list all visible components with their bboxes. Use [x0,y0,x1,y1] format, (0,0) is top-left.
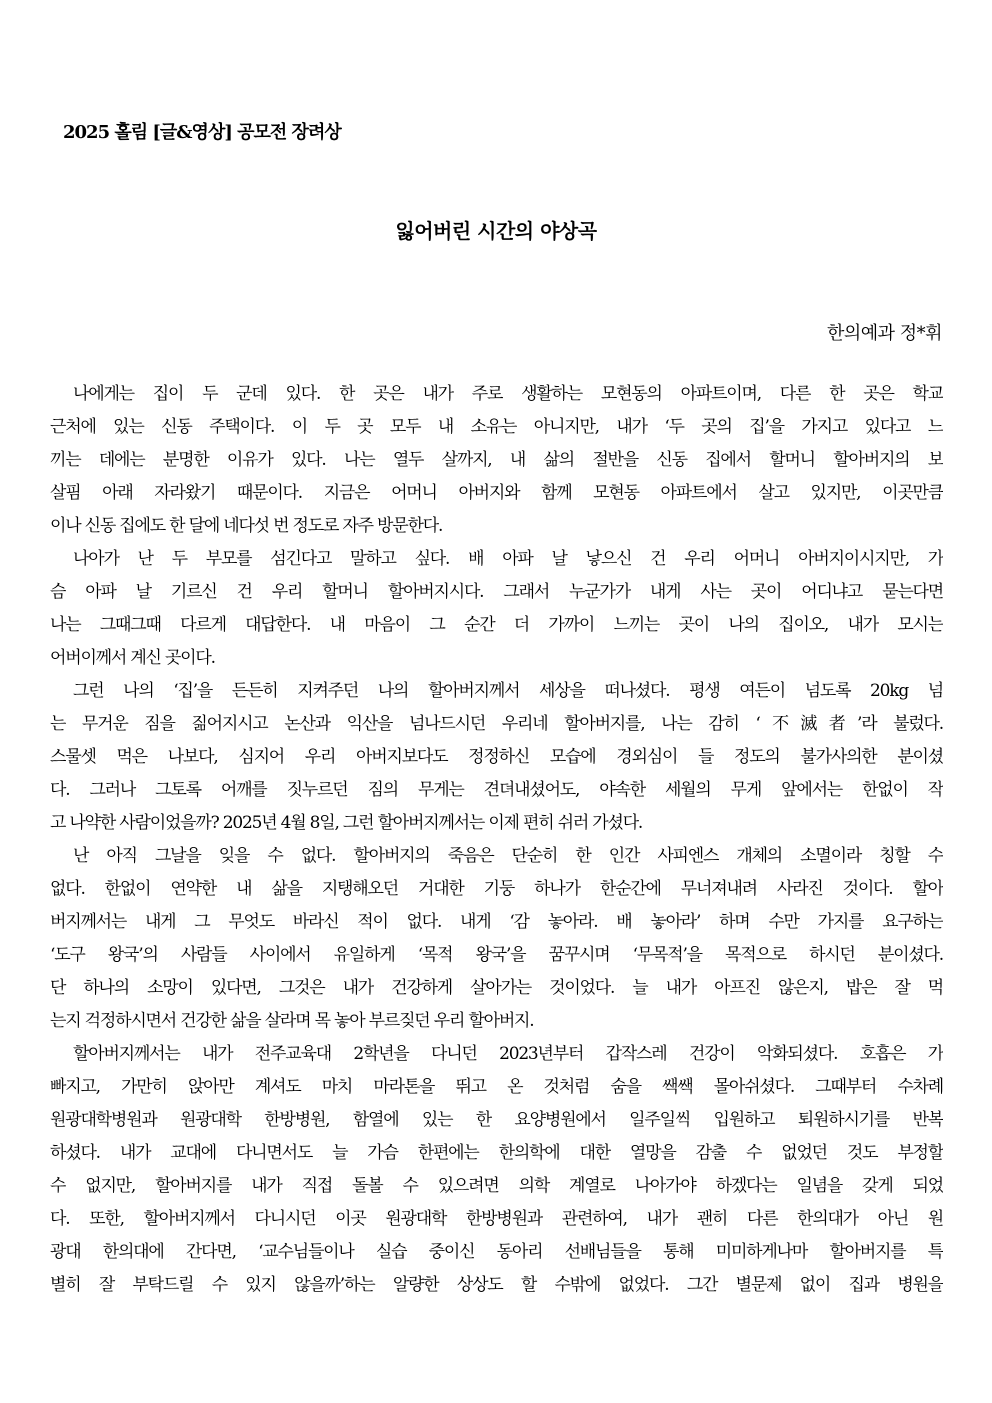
paragraph-5-line-3: 원광대학병원과 원광대학 한방병원, 함열에 있는 한 요양병원에서 일주일씩 입원하고 퇴원하시기를 반복 [50,1110,943,1130]
paragraph-4-line-5: 단 하나의 소망이 있다면, 그것은 내가 건강하게 살아가는 것이었다. 늘 내가 아프진 않은지, 밥은 잘 먹 [50,978,943,998]
paragraph-1-line-1: 나에게는 집이 두 군데 있다. 한 곳은 내가 주로 생활하는 모현동의 아파트이며, 다른 한 곳은 학교 [73,384,943,404]
paragraph-4-line-3: 버지께서는 내게 그 무엇도 바라신 적이 없다. 내게 ‘감 놓아라. 배 놓아라’ 하며 수만 가지를 요구하는 [50,912,943,932]
paragraph-4-line-2: 없다. 한없이 연약한 내 삶을 지탱해오던 거대한 기둥 하나가 한순간에 무너져내려 사라진 것이다. 할아 [50,879,943,899]
paragraph-5-line-4: 하셨다. 내가 교대에 다니면서도 늘 가슴 한편에는 한의학에 대한 열망을 감출 수 없었던 것도 부정할 [50,1143,943,1163]
essay-title: 잃어버린 시간의 야상곡 [395,219,597,243]
paragraph-5-line-1: 할아버지께서는 내가 전주교육대 2학년을 다니던 2023년부터 갑작스레 건강이 악화되셨다. 호흡은 가 [73,1044,943,1064]
paragraph-4-line-6: 는지 걱정하시면서 건강한 삶을 살라며 목 놓아 부르짖던 우리 할아버지. [50,1011,534,1031]
paragraph-3-line-5: 고 나약한 사람이었을까? 2025년 4월 8일, 그런 할아버지께서는 이제 편히 쉬러 가셨다. [50,813,643,833]
essay-body [50,378,943,1302]
paragraph-3-line-3: 스물셋 먹은 나보다, 심지어 우리 아버지보다도 정정하신 모습에 경외심이 들 정도의 불가사의한 분이셨 [50,747,943,767]
paragraph-1-line-2: 근처에 있는 신동 주택이다. 이 두 곳 모두 내 소유는 아니지만, 내가 ‘두 곳의 집’을 가지고 있다고 느 [50,417,943,437]
author-line: 한의예과 정*휘 [826,323,942,344]
paragraph-1-line-5: 이나 신동 집에도 한 달에 네다섯 번 정도로 자주 방문한다. [50,516,443,536]
paragraph-2-line-2: 슴 아파 날 기르신 건 우리 할머니 할아버지시다. 그래서 누군가가 내게 사는 곳이 어디냐고 묻는다면 [50,582,943,602]
paragraph-2-line-4: 어버이께서 계신 곳이다. [50,648,215,668]
paragraph-4-line-1: 난 아직 그날을 잊을 수 없다. 할아버지의 죽음은 단순히 한 인간 사피엔스 개체의 소멸이라 칭할 수 [73,846,943,866]
paragraph-5-line-8: 별히 잘 부탁드릴 수 있지 않을까’하는 알량한 상상도 할 수밖에 없었다. 그간 별문제 없이 집과 병원을 [50,1275,943,1295]
paragraph-3-line-2: 는 무거운 짐을 짊어지시고 논산과 익산을 넘나드시던 우리네 할아버지를, 나는 감히 ‘不滅者’라 불렀다. [50,714,943,734]
paragraph-1-line-4: 살핌 아래 자라왔기 때문이다. 지금은 어머니 아버지와 함께 모현동 아파트에서 살고 있지만, 이곳만큼 [50,483,943,503]
award-heading: 2025 홀림 [글&영상] 공모전 장려상 [63,122,341,143]
paragraph-5-line-6: 다. 또한, 할아버지께서 다니시던 이곳 원광대학 한방병원과 관련하여, 내가 괜히 다른 한의대가 아닌 원 [50,1209,943,1229]
paragraph-5-line-5: 수 없지만, 할아버지를 내가 직접 돌볼 수 있으려면 의학 계열로 나아가야 하겠다는 일념을 갖게 되었 [50,1176,943,1196]
paragraph-2-line-3: 나는 그때그때 다르게 대답한다. 내 마음이 그 순간 더 가까이 느끼는 곳이 나의 집이오, 내가 모시는 [50,615,943,635]
paragraph-1-line-3: 끼는 데에는 분명한 이유가 있다. 나는 열두 살까지, 내 삶의 절반을 신동 집에서 할머니 할아버지의 보 [50,450,943,470]
paragraph-4-line-4: ‘도구 왕국’의 사람들 사이에서 유일하게 ‘목적 왕국’을 꿈꾸시며 ‘무목적’을 목적으로 하시던 분이셨다. [50,945,943,965]
paragraph-3-line-1: 그런 나의 ‘집’을 든든히 지켜주던 나의 할아버지께서 세상을 떠나셨다. 평생 여든이 넘도록 20kg 넘 [73,681,943,701]
paragraph-5-line-7: 광대 한의대에 간다면, ‘교수님들이나 실습 중이신 동아리 선배님들을 통해 미미하게나마 할아버지를 특 [50,1242,943,1262]
paragraph-5-line-2: 빠지고, 가만히 앉아만 계셔도 마치 마라톤을 뛰고 온 것처럼 숨을 쌕쌕 몰아쉬셨다. 그때부터 수차례 [50,1077,943,1097]
paragraph-3-line-4: 다. 그러나 그토록 어깨를 짓누르던 짐의 무게는 견뎌내셨어도, 야속한 세월의 무게 앞에서는 한없이 작 [50,780,943,800]
paragraph-2-line-1: 나아가 난 두 부모를 섬긴다고 말하고 싶다. 배 아파 날 낳으신 건 우리 어머니 아버지이시지만, 가 [73,549,943,569]
